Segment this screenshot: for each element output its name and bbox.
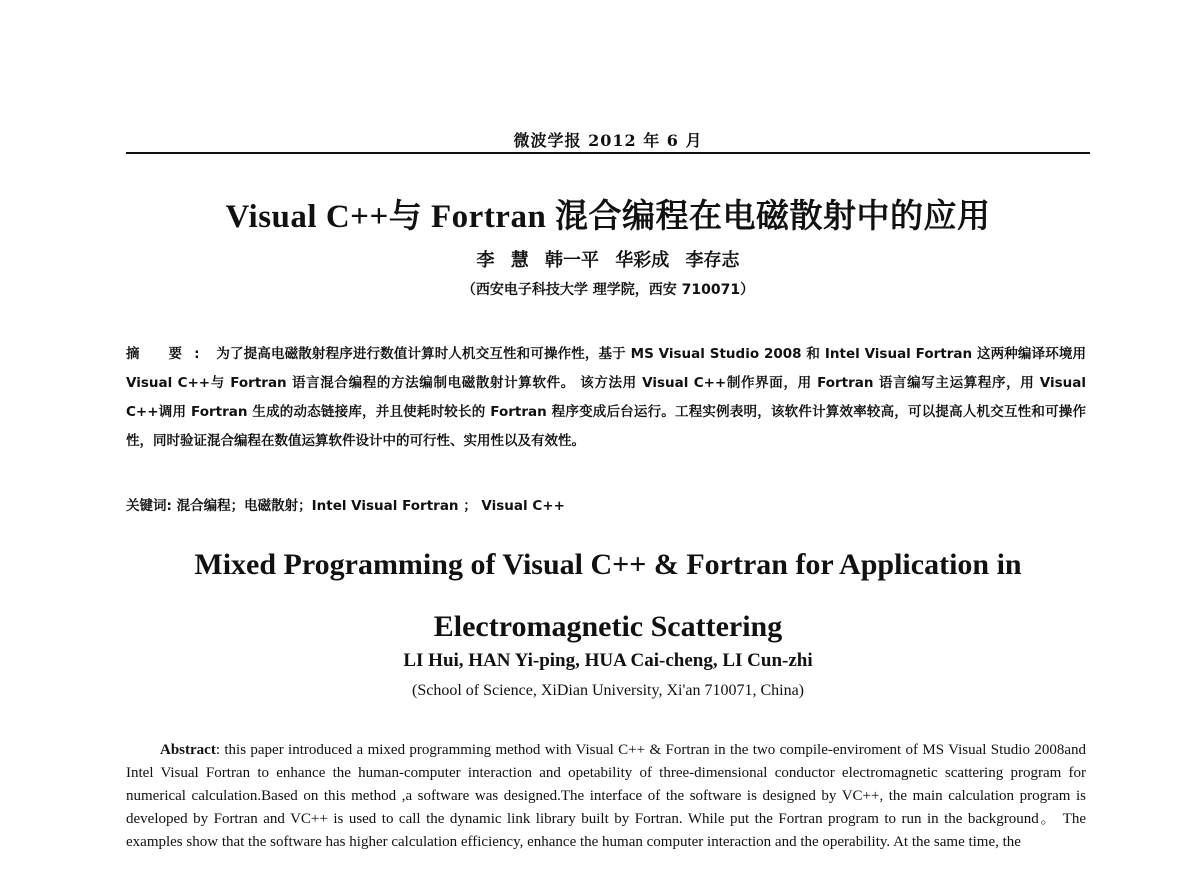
affiliation-chinese: （西安电子科技大学 理学院，西安 710071） bbox=[461, 282, 755, 298]
running-header: 微波学报 2012 年 6 月 bbox=[513, 131, 703, 150]
abstract-english-text: : this paper introduced a mixed programming method with Visual C++ & Fortran in the two compile-enviroment of MS Visual Studio 2008and Intel Visual Fortran to enhance the human-computer interaction and opetability of three-dimensional conductor electromagnetic scattering program for numerical calculation.Based on this method ,a software was designed.The interface of the software is designed by VC++, the main calculation program is developed by Fortran and VC++ is used to call the dynamic link library built by Fortran. While put the Fortran program to run in the background。 The examples show that the software has higher calculation efficiency, enhance the human computer interaction and the operability. At the same time, the bbox=[126, 742, 1086, 850]
abstract-chinese-text: 为了提高电磁散射程序进行数值计算时人机交互性和可操作性，基于 MS Visual Studio 2008 和 Intel Visual Fortran 这两种编译环境用 Visual C++与 Fortran 语言混合编程的方法编制电磁散射计算软件。 该方法用 Visual C++制作界面，用 Fortran 语言编写主运算程序，用 Visual C++调用 Fortran 生成的动态链接库，并且使耗时较长的 Fortran 程序变成后台运行。工程实例表明，该软件计算效率较高，可以提高人机交互性和可操作性，同时验证混合编程在数值运算软件设计中的可行性、实用性以及有效性。 bbox=[126, 346, 1086, 449]
title-english: Mixed Programming of Visual C++ & Fortran for Application in Electromagnetic Scattering bbox=[194, 548, 1022, 643]
title-chinese: Visual C++与 Fortran 混合编程在电磁散射中的应用 bbox=[225, 199, 991, 235]
keywords-chinese-text: 混合编程；电磁散射；Intel Visual Fortran ； Visual C++ bbox=[171, 498, 565, 514]
authors-english: LI Hui, HAN Yi-ping, HUA Cai-cheng, LI Cun-zhi bbox=[403, 650, 813, 671]
keywords-chinese bbox=[126, 494, 1090, 514]
abstract-chinese bbox=[126, 340, 1086, 456]
abstract-english bbox=[126, 739, 1086, 854]
abstract-english-label: Abstract bbox=[160, 742, 216, 758]
keywords-chinese-label: 关键词: bbox=[126, 498, 172, 514]
authors-chinese: 李 慧 韩一平 华彩成 李存志 bbox=[476, 250, 740, 271]
header-rule bbox=[126, 152, 1090, 154]
affiliation-english: (School of Science, XiDian University, Xi'an 710071, China) bbox=[412, 682, 804, 699]
abstract-chinese-label: 摘 要: bbox=[126, 346, 212, 362]
